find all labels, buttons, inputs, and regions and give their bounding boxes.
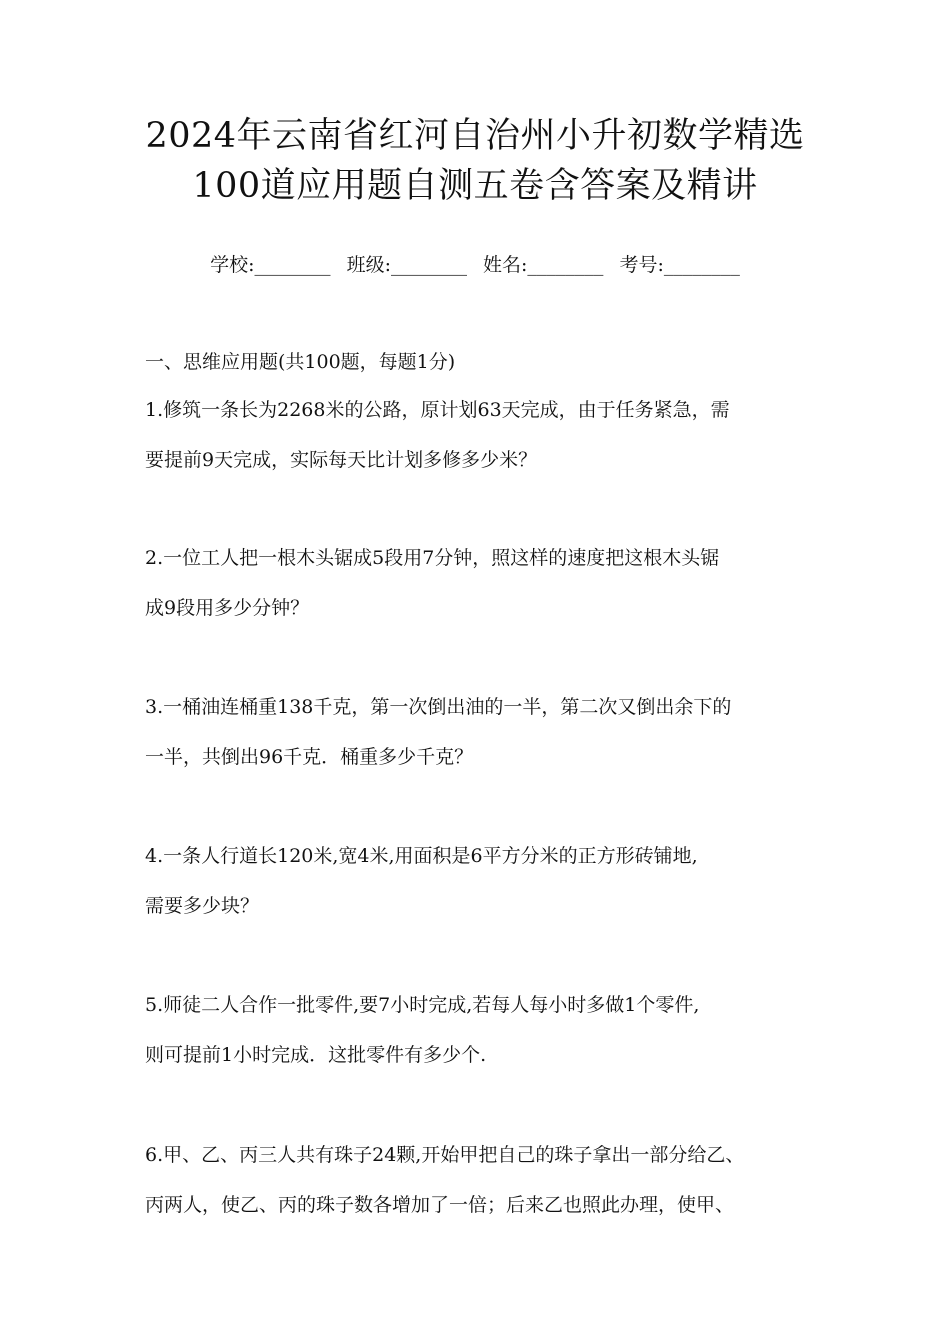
question-line: 成9段用多少分钟？ [145, 597, 310, 619]
exam-number-field: 考号:________ [619, 254, 740, 276]
document-title-line-1: 2024年云南省红河自治州小升初数学精选 [145, 116, 805, 156]
student-info-row [0, 250, 950, 277]
question-line: 一半，共倒出96千克．桶重多少千克？ [145, 746, 474, 768]
question-line: 丙两人，使乙、丙的珠子数各增加了一倍；后来乙也照此办理，使甲、 [145, 1194, 735, 1216]
question-line: 6.甲、乙、丙三人共有珠子24颗,开始甲把自己的珠子拿出一部分给乙、 [145, 1144, 745, 1166]
class-field: 班级:________ [346, 254, 467, 276]
question-line: 则可提前1小时完成．这批零件有多少个. [145, 1044, 487, 1066]
school-field: 学校:________ [210, 254, 331, 276]
question-4 [145, 831, 810, 931]
question-2 [145, 533, 810, 633]
question-line: 4.一条人行道长120米,宽4米,用面积是6平方分米的正方形砖铺地, [145, 845, 698, 867]
name-field: 姓名:________ [483, 254, 604, 276]
question-line: 1.修筑一条长为2268米的公路，原计划63天完成，由于任务紧急，需 [145, 399, 730, 421]
section-header: 一、思维应用题(共100题，每题1分) [145, 351, 456, 373]
question-line: 3.一桶油连桶重138千克，第一次倒出油的一半，第二次又倒出余下的 [145, 696, 732, 718]
question-line: 要提前9天完成，实际每天比计划多修多少米？ [145, 449, 538, 471]
question-3 [145, 682, 810, 782]
question-line: 2.一位工人把一根木头锯成5段用7分钟，照这样的速度把这根木头锯 [145, 547, 720, 569]
question-line: 需要多少块？ [145, 895, 260, 917]
question-5 [145, 980, 810, 1080]
question-6 [145, 1130, 810, 1230]
question-line: 5.师徒二人合作一批零件,要7小时完成,若每人每小时多做1个零件, [145, 994, 700, 1016]
question-1 [145, 385, 810, 485]
document-title-line-2: 100道应用题自测五卷含答案及精讲 [192, 166, 758, 206]
